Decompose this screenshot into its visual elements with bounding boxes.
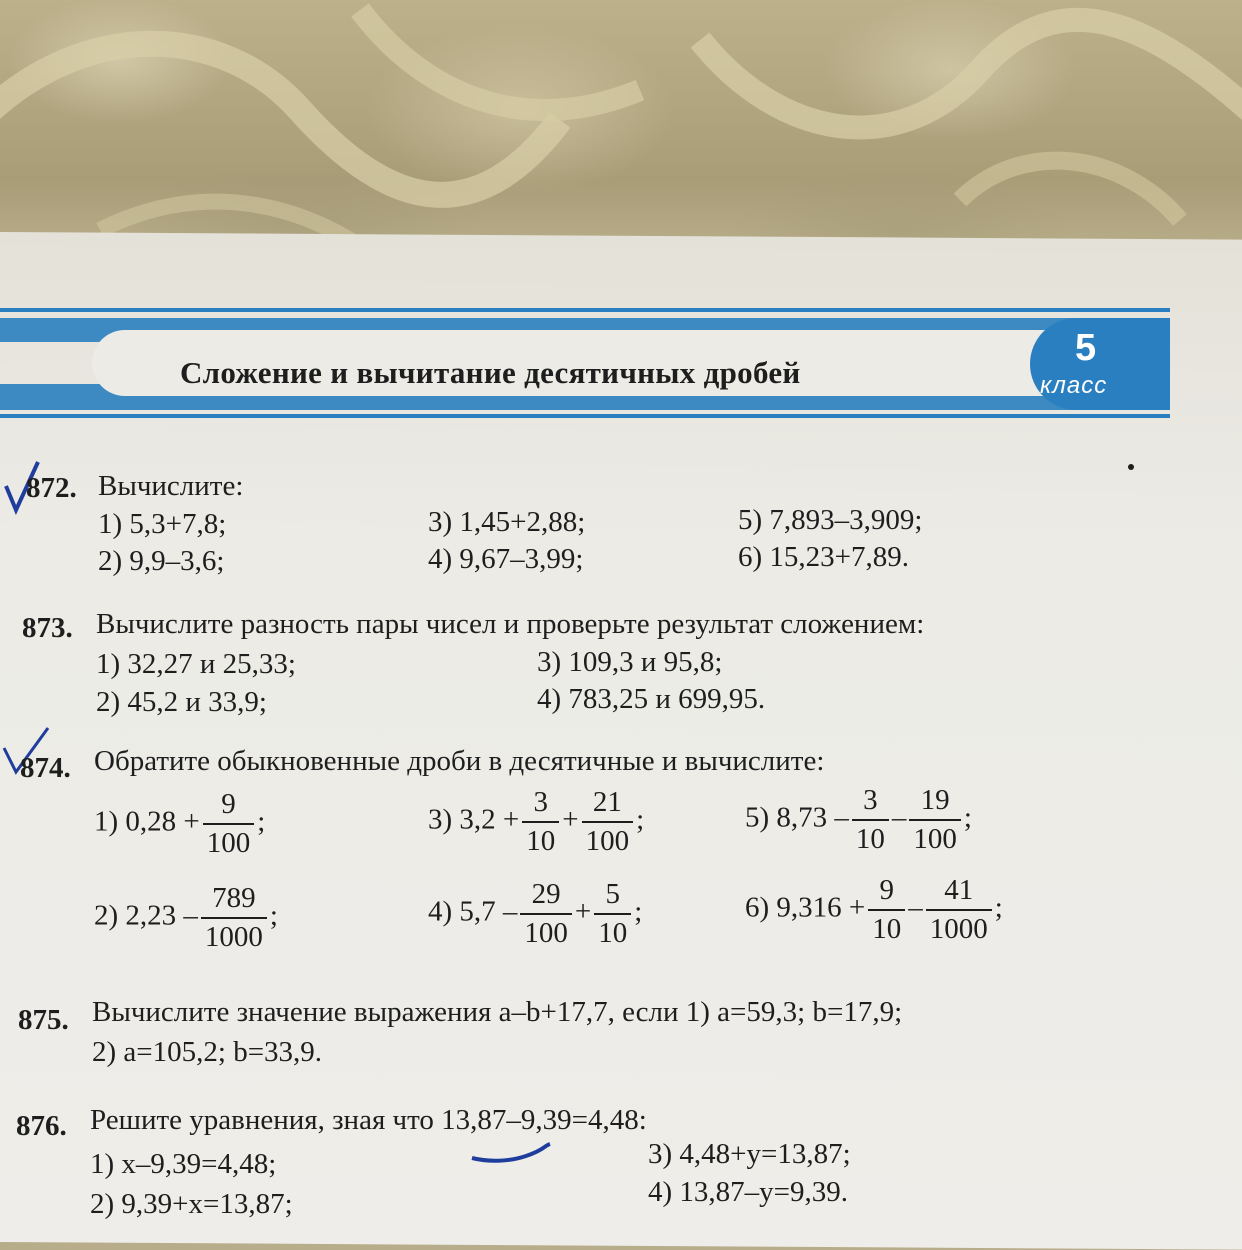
item-end: ; bbox=[963, 801, 972, 834]
task-872-item-1: 1) 5,3+7,8; bbox=[98, 508, 227, 540]
denominator: 10 bbox=[868, 909, 905, 944]
denominator: 100 bbox=[520, 913, 572, 948]
numerator: 3 bbox=[533, 786, 549, 818]
task-875-number: 875. bbox=[18, 1004, 69, 1036]
task-874-item-3 bbox=[428, 788, 644, 856]
item-label: 2) 2,23 – bbox=[94, 899, 198, 932]
fraction bbox=[203, 790, 255, 858]
task-873-number: 873. bbox=[22, 612, 73, 644]
fraction bbox=[926, 876, 992, 944]
task-873-item-2: 2) 45,2 и 33,9; bbox=[96, 686, 267, 718]
item-end: ; bbox=[634, 895, 643, 928]
task-876-instruction: Решите уравнения, зная что 13,87–9,39=4,48: bbox=[90, 1104, 647, 1136]
numerator: 21 bbox=[592, 786, 622, 818]
item-end: ; bbox=[257, 805, 266, 838]
task-874-item-4 bbox=[428, 880, 642, 948]
operator: – bbox=[908, 891, 923, 924]
item-label: 1) 0,28 + bbox=[94, 805, 200, 838]
task-872-item-4: 4) 9,67–3,99; bbox=[428, 543, 584, 575]
task-874-instruction: Обратите обыкновенные дроби в десятичные и вычислите: bbox=[94, 745, 825, 777]
denominator: 1000 bbox=[926, 909, 992, 944]
numerator: 5 bbox=[605, 878, 621, 910]
numerator: 9 bbox=[879, 874, 895, 906]
operator: + bbox=[562, 803, 579, 836]
fraction bbox=[582, 788, 634, 856]
fraction bbox=[909, 786, 961, 854]
numerator: 19 bbox=[920, 784, 950, 816]
fraction bbox=[868, 876, 905, 944]
fraction bbox=[201, 884, 267, 952]
task-876-item-1: 1) x–9,39=4,48; bbox=[90, 1148, 277, 1180]
grade-word: класс bbox=[1040, 372, 1108, 399]
task-873-instruction: Вычислите разность пары чисел и проверьте результат сложением: bbox=[96, 608, 925, 640]
task-874-number: 874. bbox=[20, 752, 71, 784]
task-872-number: 872. bbox=[26, 472, 77, 504]
item-label: 3) 3,2 + bbox=[428, 803, 520, 836]
grade-number: 5 bbox=[1075, 327, 1097, 369]
numerator: 9 bbox=[221, 788, 236, 820]
denominator: 10 bbox=[594, 913, 631, 948]
task-876-item-3: 3) 4,48+y=13,87; bbox=[648, 1138, 851, 1170]
denominator: 100 bbox=[909, 819, 961, 854]
task-875-line-2: 2) a=105,2; b=33,9. bbox=[92, 1036, 323, 1068]
numerator: 41 bbox=[944, 874, 974, 906]
fraction bbox=[522, 788, 559, 856]
section-title: Сложение и вычитание десятичных дробей bbox=[180, 355, 801, 390]
numerator: 3 bbox=[863, 784, 878, 816]
denominator: 10 bbox=[852, 819, 889, 854]
task-873-item-4: 4) 783,25 и 699,95. bbox=[537, 683, 766, 715]
fraction bbox=[852, 786, 889, 854]
task-874-item-5 bbox=[745, 786, 972, 854]
task-872-item-5: 5) 7,893–3,909; bbox=[738, 504, 923, 536]
numerator: 29 bbox=[531, 878, 561, 910]
task-876-number: 876. bbox=[16, 1110, 67, 1142]
operator: – bbox=[891, 801, 907, 834]
task-873-item-3: 3) 109,3 и 95,8; bbox=[537, 646, 723, 678]
item-label: 5) 8,73 – bbox=[745, 801, 849, 834]
task-876-item-2: 2) 9,39+x=13,87; bbox=[90, 1188, 293, 1220]
band-line-top bbox=[0, 308, 1170, 312]
denominator: 1000 bbox=[201, 917, 267, 952]
item-label: 6) 9,316 + bbox=[745, 891, 866, 924]
pen-stroke-icon bbox=[468, 1138, 554, 1168]
task-872-item-3: 3) 1,45+2,88; bbox=[428, 506, 586, 538]
fraction bbox=[520, 880, 572, 948]
item-label: 4) 5,7 – bbox=[428, 895, 518, 928]
fraction bbox=[594, 880, 631, 948]
denominator: 100 bbox=[582, 821, 634, 856]
denominator: 100 bbox=[203, 823, 255, 858]
item-end: ; bbox=[269, 899, 278, 932]
task-872-item-2: 2) 9,9–3,6; bbox=[98, 545, 225, 577]
task-873-item-1: 1) 32,27 и 25,33; bbox=[96, 648, 296, 680]
ink-dot bbox=[1128, 464, 1134, 470]
band-line-bottom bbox=[0, 414, 1170, 418]
numerator: 789 bbox=[212, 882, 256, 914]
item-end: ; bbox=[636, 803, 645, 836]
denominator: 10 bbox=[522, 821, 559, 856]
item-end: ; bbox=[994, 891, 1003, 924]
task-876-item-4: 4) 13,87–y=9,39. bbox=[648, 1176, 849, 1208]
task-874-item-1 bbox=[94, 790, 265, 858]
task-874-item-6 bbox=[745, 876, 1003, 944]
task-872-instruction: Вычислите: bbox=[98, 470, 244, 502]
task-874-item-2 bbox=[94, 884, 278, 952]
operator: + bbox=[574, 895, 592, 928]
task-872-item-6: 6) 15,23+7,89. bbox=[738, 541, 910, 573]
task-875-line-1: Вычислите значение выражения a–b+17,7, если 1) a=59,3; b=17,9; bbox=[92, 996, 903, 1028]
